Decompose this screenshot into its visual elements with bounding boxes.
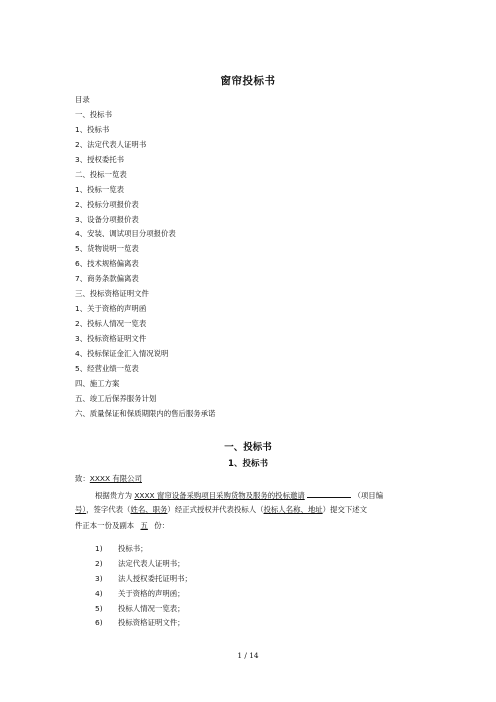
- bidder-name-address: 投标人名称、地址: [263, 505, 323, 514]
- paragraph-text: 号）: [75, 505, 87, 514]
- enclosure-list: [95, 542, 192, 631]
- toc-item: 2、投标分项报价表: [75, 199, 139, 209]
- addressee-prefix: 致：: [75, 474, 90, 483]
- list-number: 4): [95, 588, 103, 598]
- toc-item: 四、施工方案: [75, 378, 120, 388]
- paragraph-text: 份：: [154, 521, 170, 530]
- page-number: 1 / 14: [237, 651, 259, 660]
- paragraph-line-1: [95, 488, 383, 502]
- toc-item: 五、竣工后保养服务计划: [75, 393, 157, 403]
- toc-item: 5、经营业绩一览表: [75, 363, 139, 373]
- copy-count: 五: [140, 521, 148, 530]
- toc-heading: 目录: [75, 95, 90, 104]
- paragraph-text: 件正本一份及副本: [75, 521, 135, 530]
- list-text: 法定代表人证明书；: [118, 558, 185, 568]
- table-of-contents: [75, 93, 215, 422]
- list-number: 3): [95, 573, 103, 583]
- toc-item: 1、投标书: [75, 124, 110, 134]
- list-number: 6): [95, 618, 103, 628]
- list-number: 2): [95, 558, 103, 568]
- list-item: [95, 572, 192, 587]
- list-number: 5): [95, 603, 103, 613]
- paragraph-line-3: [75, 520, 169, 532]
- list-item: [95, 587, 192, 602]
- list-text: 法人授权委托证明书；: [118, 573, 192, 583]
- list-text: 关于资格的声明函；: [118, 588, 185, 598]
- list-item: [95, 557, 192, 572]
- toc-item: 1、关于资格的声明函: [75, 304, 147, 314]
- paragraph-text: 根据贵方为: [95, 491, 132, 500]
- list-item: [95, 602, 192, 617]
- toc-item: 5、货物说明一览表: [75, 244, 139, 254]
- list-item: [95, 616, 192, 631]
- addressee-line: [75, 473, 142, 485]
- toc-item: 二、投标一览表: [75, 169, 127, 179]
- toc-item: 六、质量保证和保质期限内的售后服务承诺: [75, 408, 216, 418]
- paragraph-text: ）提交下述文: [322, 505, 368, 514]
- list-text: 投标书；: [118, 544, 148, 553]
- project-name: XXXX 窗帘设备采购项目采购货物及服务的投标邀请: [134, 491, 305, 500]
- list-item: [95, 542, 192, 557]
- paragraph-text: ，签字代表（: [86, 505, 131, 514]
- paragraph-text: ）经正式授权并代表投标人（: [167, 505, 264, 514]
- paragraph-text: （项目编: [353, 491, 384, 500]
- list-text: 投标资格证明文件；: [118, 618, 185, 628]
- document-title: 窗帘投标书: [220, 75, 276, 87]
- toc-item: 4、投标保证金汇入情况说明: [75, 348, 169, 358]
- toc-item: 6、技术规格偏离表: [75, 259, 139, 269]
- toc-item: 1、投标一览表: [75, 184, 125, 194]
- toc-item: 3、设备分项报价表: [75, 214, 139, 224]
- project-number-blank: [307, 488, 351, 498]
- toc-item: 7、商务条款偏离表: [75, 274, 139, 284]
- toc-item: 三、投标资格证明文件: [75, 289, 149, 299]
- toc-item: 3、投标资格证明文件: [75, 334, 147, 343]
- paragraph-line-2: [75, 504, 367, 516]
- addressee-company: XXXX 有限公司: [89, 474, 142, 483]
- subsection-heading: 1、投标书: [228, 459, 268, 469]
- toc-item: 2、投标人情况一览表: [75, 319, 147, 329]
- toc-item: 4、安装、调试项目分项报价表: [75, 229, 176, 239]
- signatory-name-title: 姓名、职务: [130, 505, 168, 514]
- section-heading: 一、投标书: [224, 442, 272, 453]
- toc-item: 3、授权委托书: [75, 154, 125, 164]
- list-text: 投标人情况一览表；: [118, 603, 185, 613]
- toc-item: 2、法定代表人证明书: [75, 139, 147, 149]
- toc-item: 一、投标书: [75, 109, 112, 119]
- list-number: 1): [95, 544, 103, 553]
